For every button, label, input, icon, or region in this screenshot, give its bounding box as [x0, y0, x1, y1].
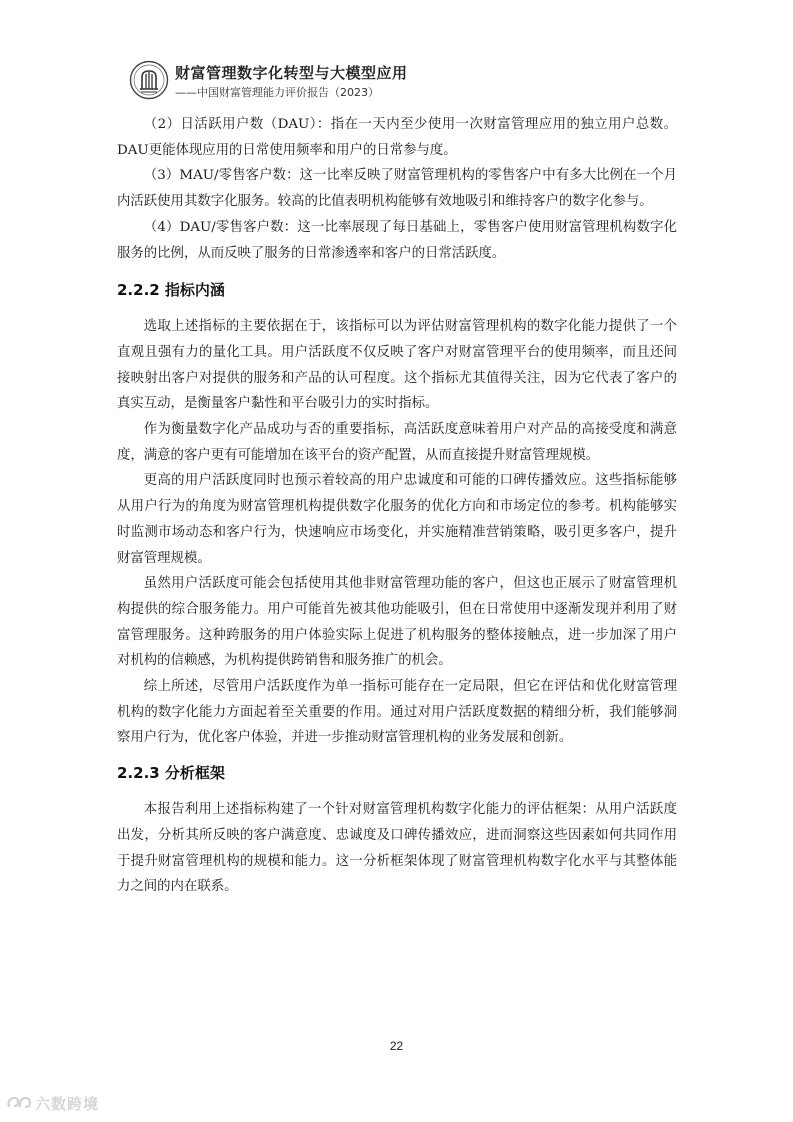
- watermark-text: 六数跨境: [35, 1094, 100, 1113]
- body-paragraph: 本报告利用上述指标构建了一个针对财富管理机构数字化能力的评估框架：从用户活跃度出发，分析其所反映的客户满意度、忠诚度及口碑传播效应，进而洞察这些因素如何共同作用于提升财富管理机构的规模和能力。这一分析框架体现了财富管理机构数字化水平与其整体能力之间的内在联系。: [117, 802, 677, 895]
- body-paragraph: 更高的用户活跃度同时也预示着较高的用户忠诚度和可能的口碑传播效应。这些指标能够从用户行为的角度为财富管理机构提供数字化服务的优化方向和市场定位的参考。机构能够实时监测市场动态和客户行为，快速响应市场变化，并实施精准营销策略，吸引更多客户，提升财富管理规模。: [117, 473, 677, 566]
- body-paragraph: （2）日活跃用户数（DAU）：指在一天内至少使用一次财富管理应用的独立用户总数。DAU更能体现应用的日常使用频率和用户的日常参与度。: [117, 117, 677, 158]
- body-paragraph: 综上所述，尽管用户活跃度作为单一指标可能存在一定局限，但它在评估和优化财富管理机构的数字化能力方面起着至关重要的作用。通过对用户活跃度数据的精细分析，我们能够洞察用户行为，优化客户体验，并进一步推动财富管理机构的业务发展和创新。: [117, 679, 677, 746]
- institution-logo-icon: [129, 60, 169, 100]
- page-number: 22: [389, 1039, 404, 1053]
- header-subtitle: ——中国财富管理能力评价报告（2023）: [175, 86, 379, 99]
- body-paragraph: （3）MAU/零售客户数：这一比率反映了财富管理机构的零售客户中有多大比例在一个月内活跃使用其数字化服务。较高的比值表明机构能够有效地吸引和维持客户的数字化参与。: [117, 168, 677, 210]
- section-heading-2-2-3: 2.2.3 分析框架: [117, 764, 225, 783]
- body-paragraph: 选取上述指标的主要依据在于，该指标可以为评估财富管理机构的数字化能力提供了一个直观且强有力的量化工具。用户活跃度不仅反映了客户对财富管理平台的使用频率，而且还间接映射出客户对提供的服务和产品的认可程度。这个指标尤其值得关注，因为它代表了客户的真实互动，是衡量客户黏性和平台吸引力的实时指标。: [117, 319, 677, 412]
- section-heading-2-2-2: 2.2.2 指标内涵: [117, 281, 225, 300]
- running-header: [129, 58, 429, 104]
- watermark: [6, 1092, 99, 1114]
- page-body: [117, 112, 677, 900]
- body-paragraph: 作为衡量数字化产品成功与否的重要指标，高活跃度意味着用户对产品的高接受度和满意度，满意的客户更有可能增加在该平台的资产配置，从而直接提升财富管理规模。: [117, 422, 677, 463]
- header-title: 财富管理数字化转型与大模型应用: [175, 64, 408, 82]
- brand-swirl-icon: [6, 1094, 32, 1112]
- body-paragraph: 虽然用户活跃度可能会包括使用其他非财富管理功能的客户，但这也正展示了财富管理机构提供的综合服务能力。用户可能首先被其他功能吸引，但在日常使用中逐渐发现并利用了财富管理服务。这种跨服务的用户体验实际上促进了机构服务的整体接触点，进一步加深了用户对机构的信赖感，为机构提供跨销售和服务推广的机会。: [117, 576, 677, 669]
- body-paragraph: （4）DAU/零售客户数：这一比率展现了每日基础上，零售客户使用财富管理机构数字化服务的比例，从而反映了服务的日常渗透率和客户的日常活跃度。: [117, 219, 677, 261]
